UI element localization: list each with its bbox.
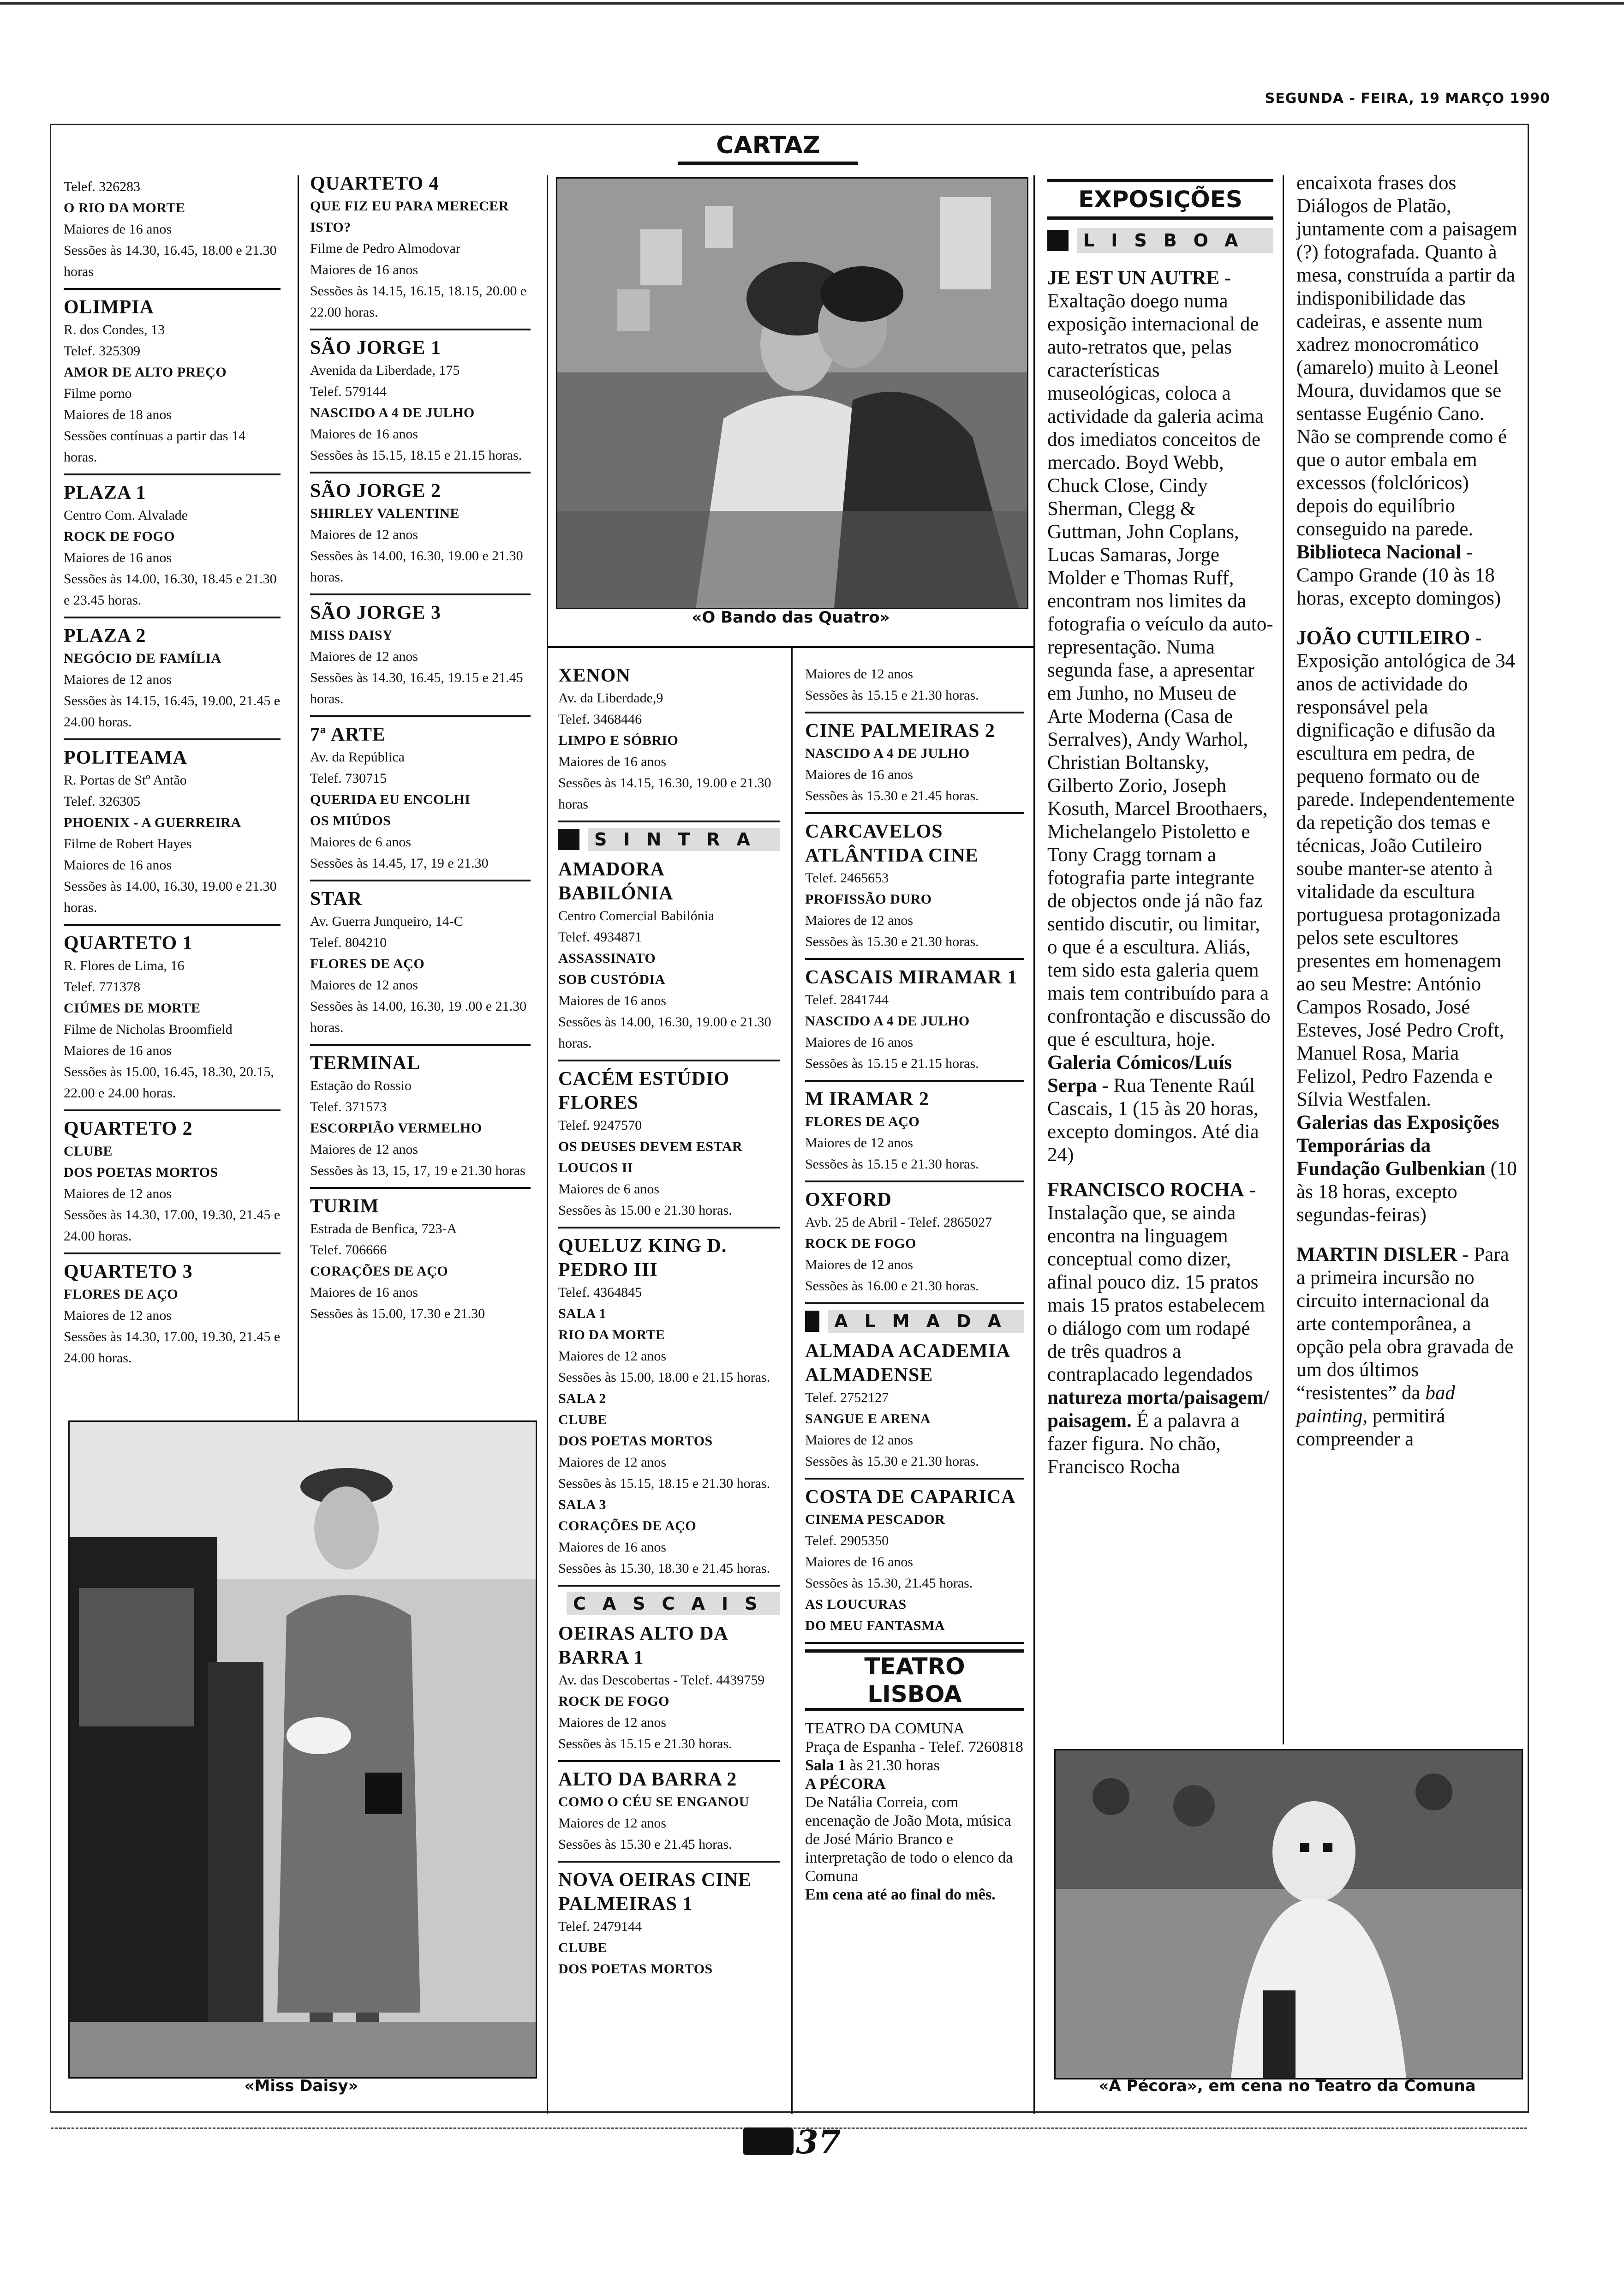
film-title: SALA 1	[558, 1306, 606, 1321]
cinema-listing	[310, 601, 531, 717]
film-title: FLORES DE AÇO	[805, 1114, 920, 1129]
cinema-name: CACÉM ESTÚDIO FLORES	[558, 1068, 730, 1114]
cinema-listing	[558, 1067, 780, 1228]
exhibition-title: MARTIN DISLER	[1296, 1244, 1457, 1265]
cinema-listing	[558, 1622, 780, 1762]
film-title: OS DEUSES DEVEM ESTAR	[558, 1139, 743, 1154]
film-title: COMO O CÉU SE ENGANOU	[558, 1794, 749, 1810]
screening-info: Maiores de 12 anos	[558, 1455, 667, 1470]
region-label: CASCAIS	[567, 1592, 780, 1615]
screening-info: Maiores de 12 anos	[558, 1348, 667, 1364]
screening-info: Sessões às 14.30, 17.00, 19.30, 21.45 e 24.00 horas.	[64, 1329, 281, 1366]
film-title: ASSASSINATO	[558, 951, 656, 966]
miss-daisy-photo	[68, 1420, 537, 2079]
exhibition-text: - Instalação que, se ainda encontra na linguagem conceptual como dizer, afinal pouco diz. 15 pratos mais 15 pratos estabelecem o diálogo com um rodapé de três quadros a contraplacado legendados	[1047, 1179, 1265, 1385]
cinema-listing	[805, 1188, 1024, 1304]
cinema-address: Telef. 2479144	[558, 1919, 642, 1934]
film-title: DOS POETAS MORTOS	[558, 1433, 713, 1449]
screening-info: Maiores de 18 anos	[64, 407, 172, 422]
listings-column-2	[310, 172, 531, 1336]
screening-info: Maiores de 12 anos	[64, 672, 172, 687]
screening-info: Maiores de 12 anos	[64, 1308, 172, 1323]
film-title: CINEMA PESCADOR	[805, 1512, 945, 1527]
cinema-address: Telef. 579144	[310, 384, 387, 399]
film-title: PHOENIX - A GUERREIRA	[64, 815, 241, 830]
screening-info: Sessões às 15.00, 17.30 e 21.30	[310, 1306, 485, 1321]
exhibition-venue-info: - Campo Grande (10 às 18 horas, excepto domingos)	[1296, 541, 1501, 609]
bando-photo	[556, 177, 1028, 609]
screening-info: Maiores de 16 anos	[805, 767, 914, 782]
cinema-listing	[310, 479, 531, 595]
exhibition-venue: Biblioteca Nacional	[1296, 541, 1462, 563]
cinema-address: Telef. 2905350	[805, 1533, 889, 1548]
cinema-address: R. dos Condes, 13	[64, 322, 165, 337]
cinema-address: Avb. 25 de Abril - Telef. 2865027	[805, 1215, 992, 1230]
screening-info: Sessões às 14.15, 16.45, 19.00, 21.45 e 24.00 horas.	[64, 693, 281, 730]
cinema-listing	[64, 176, 281, 290]
cinema-name: STAR	[310, 888, 362, 910]
screening-info: Maiores de 16 anos	[64, 222, 172, 237]
screening-info: Sessões às 15.00, 16.45, 18.30, 20.15, 22.00 e 24.00 horas.	[64, 1064, 274, 1101]
exhibition-text-italic: bad painting	[1296, 1382, 1455, 1427]
screening-info: Maiores de 16 anos	[64, 857, 172, 873]
cinema-address: Av. das Descobertas - Telef. 4439759	[558, 1672, 765, 1688]
screening-info: Maiores de 12 anos	[310, 1142, 418, 1157]
screening-info: Maiores de 16 anos	[310, 426, 418, 442]
screening-info: Maiores de 16 anos	[805, 1554, 914, 1570]
film-title: ESCORPIÃO VERMELHO	[310, 1121, 482, 1136]
cinema-name: TURIM	[310, 1196, 379, 1217]
cinema-listing	[310, 172, 531, 330]
theatre-heading-line: TEATRO	[864, 1653, 965, 1680]
film-title: DO MEU FANTASMA	[805, 1618, 945, 1633]
screening-info: Maiores de 6 anos	[310, 834, 412, 850]
cinema-listing	[64, 1260, 281, 1374]
cinema-name: XENON	[558, 665, 631, 686]
screening-info: Sessões às 14.30, 17.00, 19.30, 21.45 e 24.00 horas.	[64, 1207, 281, 1244]
publication-logo	[743, 2127, 794, 2155]
region-label: SINTRA	[588, 828, 780, 851]
cinema-listing	[558, 857, 780, 1061]
cinema-address: Estação do Rossio	[310, 1078, 412, 1093]
screening-info: Sessões às 15.15, 18.15 e 21.30 horas.	[558, 1476, 770, 1491]
cinema-name: PLAZA 1	[64, 482, 146, 503]
cinema-name: TERMINAL	[310, 1053, 421, 1074]
screening-info: Sessões às 14.30, 16.45, 19.15 e 21.45 horas.	[310, 670, 523, 707]
cinema-listing	[64, 1117, 281, 1254]
cinema-address: Telef. 371573	[310, 1099, 387, 1115]
screening-info: Sessões às 13, 15, 17, 19 e 21.30 horas	[310, 1163, 525, 1178]
region-header	[558, 828, 780, 851]
exhibition-venue-info: (10 às 18 horas, excepto segundas-feiras)	[1296, 1158, 1517, 1226]
cinema-listing	[64, 931, 281, 1111]
screening-info: Maiores de 16 anos	[558, 993, 667, 1008]
listings-column-4	[805, 664, 1024, 1904]
cinema-listing	[805, 965, 1024, 1082]
exhibition-text: É a palavra a fazer figura. No chão, Francisco Rocha	[1047, 1410, 1240, 1478]
screening-info: Sessões às 15.15 e 21.15 horas.	[805, 1056, 979, 1071]
screening-info: Sessões às 14.00, 16.30, 19.00 e 21.30 horas.	[64, 879, 277, 915]
region-header	[805, 1310, 1024, 1333]
cinema-listing	[805, 1339, 1024, 1480]
cinema-listing	[558, 664, 780, 822]
cinema-listing	[64, 481, 281, 618]
cinema-listing	[310, 1194, 531, 1330]
cinema-listing	[558, 1868, 780, 1985]
screening-info: Sessões às 15.30 e 21.45 horas.	[805, 788, 979, 803]
cinema-listing	[805, 719, 1024, 814]
cinema-address: Telef. 4364845	[558, 1285, 642, 1300]
cinema-name: M IRAMAR 2	[805, 1089, 929, 1110]
film-title: CLUBE	[64, 1144, 113, 1159]
screening-info: Sessões às 14.00, 16.30, 19.00 e 21.30 horas.	[558, 1014, 771, 1051]
film-title: CLUBE	[558, 1940, 607, 1955]
exhibition-text: - Para a primeira incursão no circuito internacional da arte contemporânea, a opção pela obra gravada de um dos últimos “resistentes” da	[1296, 1244, 1514, 1404]
screening-info: Maiores de 12 anos	[805, 1135, 914, 1150]
cinema-name: CARCAVELOS ATLÂNTIDA CINE	[805, 821, 979, 866]
cinema-name: OEIRAS ALTO DA BARRA 1	[558, 1623, 728, 1668]
screening-info: Sessões às 15.30 e 21.30 horas.	[805, 1454, 979, 1469]
column-rule	[298, 175, 299, 1421]
cinema-address: Telef. 326305	[64, 794, 141, 809]
cinema-listing	[558, 1768, 780, 1863]
region-marker	[805, 1311, 819, 1332]
film-title: CLUBE	[558, 1412, 607, 1427]
screening-info: Maiores de 12 anos	[805, 1432, 914, 1448]
film-title: NEGÓCIO DE FAMÍLIA	[64, 651, 221, 666]
cinema-listing	[64, 746, 281, 926]
column-rule	[1033, 175, 1035, 2114]
screening-info: Maiores de 12 anos	[310, 527, 418, 542]
cinema-listing	[310, 887, 531, 1046]
film-title: NASCIDO A 4 DE JULHO	[805, 746, 970, 761]
page-number: 37	[796, 2123, 841, 2161]
cinema-listing	[805, 820, 1024, 960]
cinema-address: Estrada de Benfica, 723-A	[310, 1221, 457, 1236]
film-title: NASCIDO A 4 DE JULHO	[805, 1013, 970, 1029]
exhibition-title: JE EST UN AUTRE -	[1047, 267, 1231, 289]
screening-info: Sessões às 14.00, 16.30, 19 .00 e 21.30 horas.	[310, 999, 527, 1035]
film-title: O RIO DA MORTE	[64, 200, 185, 216]
screening-info: Sessões às 14.30, 16.45, 18.00 e 21.30 horas	[64, 243, 277, 279]
screening-info: Maiores de 12 anos	[310, 649, 418, 664]
exhibition-text-bold: natureza morta/paisagem/ paisagem.	[1047, 1387, 1269, 1432]
film-title: FLORES DE AÇO	[310, 956, 425, 971]
screening-info: Sessões às 15.15 e 21.30 horas.	[805, 688, 979, 703]
column-rule	[1283, 175, 1284, 1744]
screening-info: Maiores de 16 anos	[558, 754, 667, 769]
screening-info: Sessões às 15.30 e 21.45 horas.	[558, 1837, 732, 1852]
cinema-name: COSTA DE CAPARICA	[805, 1486, 1016, 1508]
top-rule	[0, 2, 1624, 5]
screening-info: Maiores de 12 anos	[310, 977, 418, 993]
cinema-name: QUELUZ KING D. PEDRO III	[558, 1235, 727, 1281]
film-title: CORAÇÕES DE AÇO	[558, 1518, 697, 1534]
cinema-name: ALTO DA BARRA 2	[558, 1769, 737, 1790]
film-title: PROFISSÃO DURO	[805, 892, 932, 907]
exhibition-title: JOÃO CUTILEIRO -	[1296, 627, 1482, 649]
region-lisboa	[1047, 228, 1273, 253]
theatre-address: Praça de Espanha - Telef. 7260818	[805, 1738, 1023, 1756]
play-run: Em cena até ao final do mês.	[805, 1886, 996, 1903]
cinema-address: R. Portas de Stº Antão	[64, 773, 187, 788]
screening-info: Maiores de 16 anos	[310, 262, 418, 277]
screening-info: Maiores de 6 anos	[558, 1181, 660, 1197]
cinema-address: Telef. 804210	[310, 935, 387, 950]
film-title: DOS POETAS MORTOS	[64, 1165, 218, 1180]
cinema-name: QUARTETO 2	[64, 1118, 193, 1139]
play-title: A PÉCORA	[805, 1775, 886, 1792]
cinema-address: Centro Com. Alvalade	[64, 508, 188, 523]
film-title: FLORES DE AÇO	[64, 1287, 179, 1302]
cinema-name: PLAZA 2	[64, 625, 146, 647]
screening-info: Filme de Pedro Almodovar	[310, 241, 460, 256]
exhibition-venue: Galerias das Exposições Temporárias da Fundação Gulbenkian	[1296, 1112, 1499, 1180]
screening-info: Maiores de 16 anos	[558, 1540, 667, 1555]
cinema-address: Telef. 4934871	[558, 929, 642, 945]
screening-info: Filme de Robert Hayes	[64, 836, 192, 851]
listings-column-3	[558, 664, 780, 1991]
screening-info: Sessões às 15.00, 18.00 e 21.15 horas.	[558, 1370, 770, 1385]
screening-info: Maiores de 12 anos	[558, 1715, 667, 1730]
film-title: ROCK DE FOGO	[558, 1694, 670, 1709]
screening-info: Maiores de 12 anos	[558, 1816, 667, 1831]
cinema-listing	[805, 1485, 1024, 1644]
theatre-name: TEATRO DA COMUNA	[805, 1720, 965, 1737]
screening-info: Maiores de 16 anos	[310, 1285, 418, 1300]
cinema-listing	[310, 336, 531, 473]
screening-info: Maiores de 16 anos	[805, 1035, 914, 1050]
region-label: LISBOA	[1077, 228, 1273, 253]
screening-info: Maiores de 16 anos	[64, 1043, 172, 1058]
exhibition-text: Exposição antológica de 34 anos de actividade do responsável pela dignificação e difusão da escultura em pedra, de pequeno formato ou de parede. Independentemente da repetição dos temas e técnicas, João Cutileiro soube manter-se atento à vitalidade da escultura portuguesa protagonizada pelos sete escultores presentes em homenagem ao seu Mestre: António Campos Rosado, José Esteves, José Pedro Croft, Manuel Rosa, Maria Felizol, Pedro Fazenda e Sílvia Westfalen.	[1296, 650, 1516, 1110]
cinema-name: AMADORA BABILÓNIA	[558, 859, 674, 904]
film-title: CIÚMES DE MORTE	[64, 1001, 201, 1016]
cinema-address: Telef. 2465653	[805, 870, 889, 886]
cinema-address: Telef. 3468446	[558, 712, 642, 727]
screening-info: Sessões às 14.15, 16.15, 18.15, 20.00 e 22.00 horas.	[310, 283, 527, 320]
film-title: LOUCOS II	[558, 1160, 633, 1175]
cinema-address: Telef. 326283	[64, 179, 141, 194]
exhibition-venue: Galeria Cómicos/Luís Serpa	[1047, 1052, 1232, 1097]
cinema-address: Centro Comercial Babilónia	[558, 908, 715, 923]
miss-daisy-caption: «Miss Daisy»	[244, 2077, 358, 2095]
cinema-listing	[805, 664, 1024, 713]
screening-info: Sessões às 15.00 e 21.30 horas.	[558, 1203, 732, 1218]
screening-info: Sessões às 15.15 e 21.30 horas.	[558, 1736, 732, 1751]
screening-info: Sessões às 14.45, 17, 19 e 21.30	[310, 856, 489, 871]
region-label: ALMADA	[828, 1310, 1024, 1333]
film-title: SALA 3	[558, 1497, 606, 1512]
film-title: DOS POETAS MORTOS	[558, 1961, 713, 1977]
bando-caption: «O Bando das Quatro»	[692, 608, 890, 627]
film-title: RIO DA MORTE	[558, 1327, 665, 1342]
cinema-name: SÃO JORGE 2	[310, 480, 442, 502]
screening-info: Maiores de 12 anos	[805, 913, 914, 928]
screening-info: Maiores de 16 anos	[64, 550, 172, 565]
exhibition-text: , permitirá compreender a	[1296, 1405, 1445, 1450]
photo-rule	[547, 646, 1033, 648]
cinema-name: NOVA OEIRAS CINE PALMEIRAS 1	[558, 1870, 752, 1915]
theatre-heading	[805, 1649, 1024, 1711]
film-title: AS LOUCURAS	[805, 1597, 907, 1612]
screening-info: Maiores de 12 anos	[805, 666, 914, 682]
cinema-name: SÃO JORGE 3	[310, 602, 442, 623]
film-title: SOB CUSTÓDIA	[558, 972, 665, 987]
cinema-listing	[64, 295, 281, 475]
listings-column-1	[64, 176, 281, 1380]
cinema-name: SÃO JORGE 1	[310, 337, 442, 359]
screening-info: Sessões às 14.00, 16.30, 18.45 e 21.30 e 23.45 horas.	[64, 571, 277, 608]
cinema-address: Telef. 771378	[64, 979, 141, 995]
film-title: CORAÇÕES DE AÇO	[310, 1264, 448, 1279]
exhibition-text: encaixota frases dos Diálogos de Platão, juntamente com a paisagem (?) fotografada. Quanto à mesa, construída a partir da indisponibilidade das cadeiras, e assente num xadrez monocromático (amarelo) muito à Leonel Moura, duvidamos que se sentasse Eugénio Cano. Não se comprende como é que o autor embala em excessos (folclóricos) depois do equilíbrio conseguido na parede.	[1296, 172, 1517, 540]
play-credits: De Natália Correia, com encenação de João Mota, música de José Mário Branco e interpretação de todo o elenco da Comuna	[805, 1794, 1013, 1885]
cinema-name: QUARTETO 1	[64, 933, 193, 954]
film-title: OS MIÚDOS	[310, 813, 391, 828]
section-title: CARTAZ	[678, 129, 858, 165]
exhibitions-heading: EXPOSIÇÕES	[1047, 179, 1273, 220]
pecora-photo	[1054, 1749, 1523, 2079]
screening-info: Sessões às 15.15 e 21.30 horas.	[805, 1156, 979, 1172]
cinema-listing	[805, 1087, 1024, 1182]
theatre-time: às 21.30 horas	[845, 1757, 940, 1774]
screening-info: Maiores de 12 anos	[64, 1186, 172, 1201]
pecora-caption: «A Pécora», em cena no Teatro da Comuna	[1099, 2077, 1476, 2095]
screening-info: Sessões às 14.00, 16.30, 19.00 e 21.30 horas.	[310, 548, 523, 585]
cinema-name: 7ª ARTE	[310, 724, 386, 745]
screening-info: Filme porno	[64, 386, 132, 401]
date-line: SEGUNDA - FEIRA, 19 MARÇO 1990	[1265, 90, 1550, 107]
cinema-address: Av. Guerra Junqueiro, 14-C	[310, 914, 463, 929]
exhibition-title: FRANCISCO ROCHA	[1047, 1179, 1244, 1201]
cinema-name: ALMADA ACADEMIA ALMADENSE	[805, 1341, 1010, 1386]
cinema-listing	[310, 723, 531, 881]
cinema-listing	[64, 624, 281, 740]
cinema-name: QUARTETO 3	[64, 1261, 193, 1282]
screening-info: Filme de Nicholas Broomfield	[64, 1022, 233, 1037]
screening-info: Maiores de 12 anos	[805, 1257, 914, 1272]
cinema-address: Telef. 2841744	[805, 992, 889, 1007]
theatre-room: Sala 1	[805, 1757, 846, 1774]
exhibition-text: Exaltação doego numa exposição internacional de auto-retratos que, pelas características museológicas, coloca a actividade da galeria acima dos imediatos conceitos de mercado. Boyd Webb, Chuck Close, Cindy Sherman, Clegg & Guttman, John Coplans, Lucas Samaras, Jorge Molder e Thomas Ruff, encontram nos limites da fotografia o veículo da auto-representação. Numa segunda fase, a apresentar em Junho, no Museu de Arte Moderna (Casa de Serralves), Andy Warhol, Christian Boltansky, Gilberto Zorio, Joseph Kosuth, Marcel Broothaers, Michelangelo Pistoletto e Tony Cragg tornam a fotografia parte integrante de objectos onde já não faz sentido discutir, ou limitar, o que é a escultura. Aliás, tem sido esta galeria quem mais tem contribuído para a confrontação e discussão do que é escultura, hoje.	[1047, 290, 1273, 1050]
screening-info: Sessões às 15.30, 18.30 e 21.45 horas.	[558, 1561, 770, 1576]
theatre-listing	[805, 1720, 1024, 1904]
screening-info: Sessões contínuas a partir das 14 horas.	[64, 428, 246, 465]
screening-info: Sessões às 14.15, 16.30, 19.00 e 21.30 horas	[558, 775, 771, 812]
exhibitions-column-2	[1296, 172, 1518, 1451]
region-marker	[558, 829, 579, 850]
film-title: QUE FIZ EU PARA MERECER ISTO?	[310, 198, 509, 235]
theatre-heading-line: LISBOA	[867, 1681, 962, 1708]
cinema-name: OLIMPIA	[64, 297, 154, 318]
region-header	[558, 1592, 780, 1615]
film-title: ROCK DE FOGO	[64, 529, 175, 544]
cinema-address: Av. da República	[310, 749, 405, 765]
film-title: SHIRLEY VALENTINE	[310, 506, 460, 521]
film-title: NASCIDO A 4 DE JULHO	[310, 405, 475, 420]
film-title: AMOR DE ALTO PREÇO	[64, 365, 227, 380]
cinema-address: Telef. 730715	[310, 771, 387, 786]
cinema-address: R. Flores de Lima, 16	[64, 958, 185, 973]
cinema-address: Telef. 706666	[310, 1242, 387, 1258]
exhibition-venue-info: - Rua Tenente Raúl Cascais, 1 (15 às 20 horas, excepto domingos. Até dia 24)	[1047, 1075, 1259, 1166]
film-title: MISS DAISY	[310, 628, 393, 643]
cinema-name: POLITEAMA	[64, 747, 188, 768]
film-title: LIMPO E SÓBRIO	[558, 733, 679, 748]
film-title: SALA 2	[558, 1391, 606, 1406]
screening-info: Sessões às 15.30 e 21.30 horas.	[805, 934, 979, 949]
film-title: QUERIDA EU ENCOLHI	[310, 792, 471, 807]
film-title: ROCK DE FOGO	[805, 1236, 917, 1251]
cinema-name: QUARTETO 4	[310, 173, 439, 194]
exhibitions-column-1	[1047, 179, 1273, 1479]
cinema-listing	[558, 1234, 780, 1587]
column-rule	[791, 646, 793, 2114]
cinema-listing	[310, 1051, 531, 1189]
screening-info: Sessões às 16.00 e 21.30 horas.	[805, 1278, 979, 1294]
screening-info: Sessões às 15.30, 21.45 horas.	[805, 1576, 973, 1591]
cinema-address: Telef. 9247570	[558, 1118, 642, 1133]
column-rule	[547, 175, 548, 2114]
cinema-name: CASCAIS MIRAMAR 1	[805, 967, 1018, 988]
cinema-name: OXFORD	[805, 1189, 892, 1210]
screening-info: Sessões às 15.15, 18.15 e 21.15 horas.	[310, 448, 522, 463]
film-title: SANGUE E ARENA	[805, 1411, 931, 1426]
cinema-address: Av. da Liberdade,9	[558, 690, 663, 706]
cinema-address: Telef. 2752127	[805, 1390, 889, 1405]
cinema-name: CINE PALMEIRAS 2	[805, 720, 995, 742]
cinema-address: Telef. 325309	[64, 343, 141, 359]
cinema-address: Avenida da Liberdade, 175	[310, 363, 460, 378]
